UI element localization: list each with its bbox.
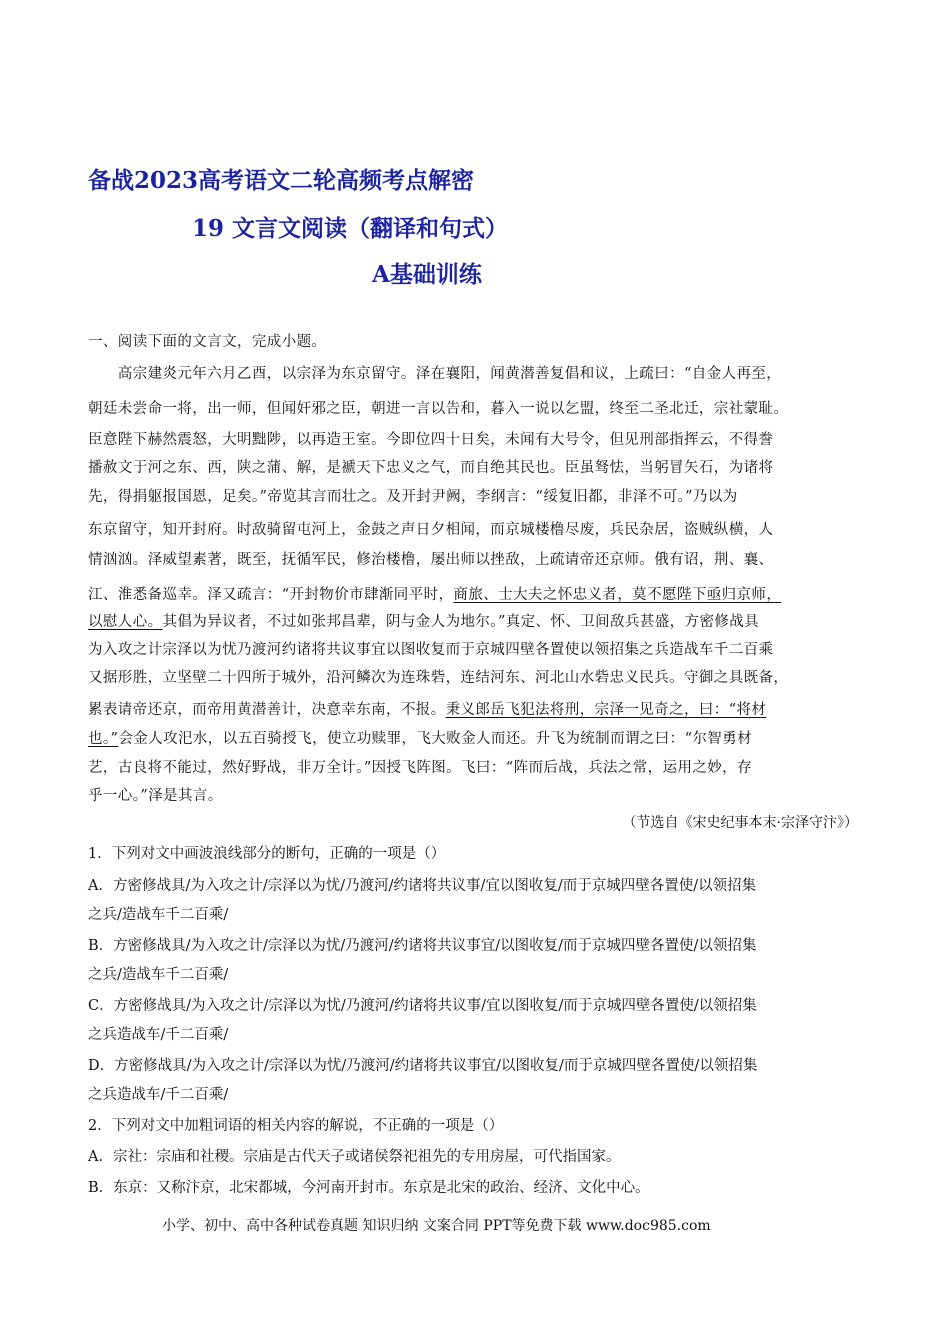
passage-line-2: 朝廷未尝命一将，出一师，但闻奸邪之臣，朝进一言以告和，暮入一说以乞盟，终至二圣北迁，宗社蒙耻。 [88,401,789,417]
page-footer: 小学、初中、高中各种试卷真题 知识归纳 文案合同 PPT等免费下载 www.doc985.com [162,1218,711,1234]
wavy-underline-passage: 为入攻之计宗泽以为忧乃渡河约诸将共议事宜以图收复而于京城四壁各置使以领招集之兵造战车千二百乘 [88,642,774,658]
question-1-option-d-line-1: D．方密修战具/为入攻之计/宗泽以为忧/乃渡河/约诸将共议事宜/以图收复/而于京城四壁各置使/以领招集 [88,1058,758,1074]
passage-line-5: 先，得捐躯报国恩，足矣。”帝览其言而壮之。及开封尹阙，李纲言：“绥复旧都，非泽不可。”乃以为 [88,489,738,505]
underlined-sentence-1b: 以慰人心。 [88,614,163,630]
question-1-option-d-line-2: 之兵造战车/千二百乘/ [88,1087,229,1103]
passage-line-8 [88,583,781,604]
passage-line-12 [88,698,766,719]
passage-line-8-text: 江、淮悉备巡幸。泽又疏言：“开封物价市肆渐同平时， [88,587,454,603]
passage-line-12-text: 累表请帝还京，而帝用黄潜善计，决意幸东南，不报。 [88,702,446,718]
question-1-option-a-line-2: 之兵/造战车千二百乘/ [88,907,229,923]
passage-source: （节选自《宋史纪事本末·宗泽守汴》） [622,815,858,831]
question-1-option-c-line-1: C．方密修战具/为入攻之计/宗泽以为忧/乃渡河/约诸将共议事/宜以图收复/而于京城四壁各置使/以领招集 [88,998,757,1014]
underlined-sentence-2a: 秉义郎岳飞犯法将刑，宗泽一见奇之，曰：“将材 [445,702,767,718]
title-line-1: 备战2023高考语文二轮高频考点解密 [88,167,475,194]
question-1-option-a-line-1: A．方密修战具/为入攻之计/宗泽以为忧/乃渡河/约诸将共议事/宜以图收复/而于京城四壁各置使/以领招集 [88,878,757,894]
question-1-option-b-line-1: B．方密修战具/为入攻之计/宗泽以为忧/乃渡河/约诸将共议事宜/以图收复/而于京城四壁各置使/以领招集 [88,938,757,954]
title-line-2: 19 文言文阅读（翻译和句式） [192,215,509,242]
title-line-3: A基础训练 [372,261,482,288]
section-heading: 一、阅读下面的文言文，完成小题。 [88,334,327,350]
passage-line-14: 艺，古良将不能过，然好野战，非万全计。”因授飞阵图。飞曰：“阵而后战，兵法之常，运用之妙，存 [88,760,752,776]
passage-line-6: 东京留守，知开封府。时敌骑留屯河上，金鼓之声日夕相闻，而京城楼橹尽废，兵民杂居，盗贼纵横，人 [88,522,774,538]
question-2-option-b: B．东京：又称汴京，北宋都城，今河南开封市。东京是北宋的政治、经济、文化中心。 [88,1180,650,1196]
passage-line-9 [88,610,759,631]
passage-line-7: 情汹汹。泽威望素著，既至，抚循军民，修治楼橹，屡出师以挫敌，上疏请帝还京师。俄有诏，荆、襄、 [88,552,774,568]
question-1-stem: 1．下列对文中画波浪线部分的断句，正确的一项是（） [88,846,446,862]
passage-line-13 [88,727,752,748]
passage-line-3: 臣意陛下赫然震怒，大明黜陟，以再造王室。今即位四十日矣，未闻有大号令，但见刑部指挥云，不得誊 [88,432,774,448]
passage-line-15: 乎一心。”泽是其言。 [88,788,223,804]
question-1-option-b-line-2: 之兵/造战车千二百乘/ [88,967,229,983]
question-2-stem: 2．下列对文中加粗词语的相关内容的解说，不正确的一项是（） [88,1118,504,1134]
question-2-option-a: A．宗社：宗庙和社稷。宗庙是古代天子或诸侯祭祀祖先的专用房屋，可代指国家。 [88,1149,621,1165]
passage-line-4: 播赦文于河之东、西，陕之蒲、解，是褫天下忠义之气，而自绝其民也。臣虽驽怯，当躬冒矢石，为诸将 [88,460,774,476]
passage-line-11: 又据形胜，立坚壁二十四所于城外，沿河鳞次为连珠砦，连结河东、河北山水砦忠义民兵。守御之具既备， [88,670,789,686]
underlined-sentence-2b: 也。” [88,731,119,747]
question-1-option-c-line-2: 之兵造战车/千二百乘/ [88,1027,229,1043]
passage-line-9-text: 其倡为异议者，不过如张邦昌辈，阴与金人为地尔。”真定、怀、卫间敌兵甚盛，方密修战具 [162,614,760,630]
passage-line-13-text: 会金人攻汜水，以五百骑授飞，使立功赎罪，飞大败金人而还。升飞为统制而谓之曰：“尔智勇材 [118,731,752,747]
passage-line-1: 高宗建炎元年六月乙酉，以宗泽为东京留守。泽在襄阳，闻黄潜善复倡和议，上疏曰：“自金人再至， [88,366,782,382]
underlined-sentence-1a: 商旅、士大夫之怀忠义者，莫不愿陛下亟归京师， [453,587,782,603]
